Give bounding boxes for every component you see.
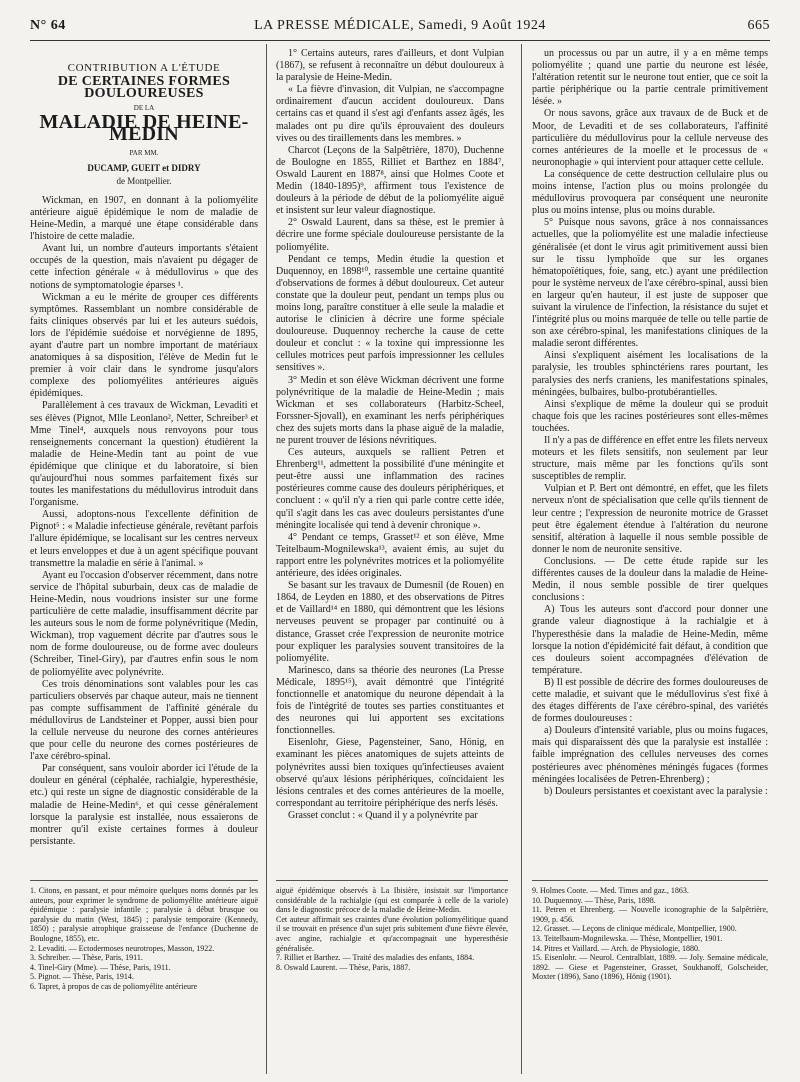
paragraph: Wickman, en 1907, en donnant à la poliomyélite antérieure aiguë épidémique le nom de maladie de Heine-Medin, a marqué une étape considérable dans l'histoire de cette maladie. <box>30 194 258 243</box>
footnote: 9. Holmes Coote. — Med. Times and gaz., 1863. <box>532 886 689 895</box>
header-rule <box>30 40 770 41</box>
title-line: CONTRIBUTION A L'ÉTUDE <box>67 62 221 74</box>
authors: DUCAMP, GUEIT et DIDRY <box>87 162 201 173</box>
footnote: 2. Levaditi. — Ectodermoses neurotropes, Masson, 1922. <box>30 943 215 953</box>
paragraph: Vulpian et P. Bert ont démontré, en effet, que les filets nerveux n'ont de spécialisation que celle qu'ils tiennent de leur centre ; l'expression de neuronite motrice de Grasset peut être également étendue à l'altération du neurone sensitif, altération à laquelle il nous semble possible de donner le nom de neuronite sensitive. <box>532 483 768 555</box>
journal-title: LA PRESSE MÉDICALE, Samedi, 9 Août 1924 <box>254 18 546 33</box>
paragraph: Ces auteurs, auxquels se rallient Petren et Ehrenberg¹¹, admettent la possibilité d'une méningite et peut-être aussi une inflammation des racines postérieures comme cause des douleurs périphériques, et concluent : « qu'il n'y a rien qui parle contre cette idée, qu'il s'agit dans les cas avec douleurs persistantes d'une méningite localisée qui tend à devenir chronique ». <box>276 447 504 531</box>
title-line: DE CERTAINES FORMES DOULOUREUSES <box>57 74 231 102</box>
footnote: aiguë épidémique observés à La Ibisière, insistait sur l'importance considérable de la rachialgie (qui est comparée à celle de la variole) dans le diagnostic précoce de la maladie de Heine-Medin. <box>276 886 508 915</box>
column-2 <box>276 48 504 822</box>
footnote: 11. Petren et Ehrenberg. — Nouvelle iconographie de la Salpêtrière, 1909, p. 456. <box>532 905 768 924</box>
footnote: 4. Tinel-Giry (Mme). — Thèse, Paris, 1911. <box>30 962 171 972</box>
paragraph: 5° Puisque nous savons, grâce à nos connaissances actuelles, que la poliomyélite est une maladie infectieuse généralisée (et dont le virus agit primitivement aussi bien sur le tissu lymphoïde que sur les organes hématopoïétiques, foie, sang, etc.) ayant une prédilection pour le système nerveux de l'axe cérébro-spinal, aussi bien en largeur qu'en hauteur, il est juste de supposer que suivant la virulence de l'infection, la résistance du sujet et l'intégrité plus ou moins marquée de telle ou telle partie de son axe cérébro-spinal, les manifestations cliniques de la maladie seront différentes. <box>532 217 768 350</box>
paragraph: Or nous savons, grâce aux travaux de de Buck et de Moor, de Levaditi et de ses collaborateurs, l'affinité particulière du médullovirus pour la cellule nerveuse des cornes antérieures de la moelle et le processus de « neuronophagie » qui intervient pour attaquer cette cellule. <box>532 108 768 168</box>
affiliation: de Montpellier. <box>116 175 172 186</box>
issue-number: N° 64 <box>30 18 66 33</box>
footnote: 7. Rilliet et Barthez. — Traité des maladies des enfants, 1884. <box>276 953 475 963</box>
footnotes-column-1 <box>30 886 258 992</box>
paragraph: Se basant sur les travaux de Dumesnil (de Rouen) en 1864, de Leyden en 1880, et des observations de Pitres et de Vaillard¹⁴ en 1880, qui démontrent que les lésions nerveuses peuvent se propager par continuité ou à distance, Grasset crée l'expression de neuronite motrice pour expliquer les paralysies souvent transitoires de la poliomyélite. <box>276 580 504 664</box>
footnote: 1. Citons, en passant, et pour mémoire quelques noms donnés par les auteurs, pour exprimer le syndrome de poliomyélite antérieure aiguë épidémique : paralysie infantile ; paralysie à début brusque ou paralysie du matin (West, 1845) ; paralysie temporaire (Kennedy, 1850) ; paralysie atrophique graisseuse de l'enfance (Duchenne de Boulogne, 1855), etc. <box>30 886 258 943</box>
paragraph: b) Douleurs persistantes et coexistant avec la paralysie : <box>544 785 768 797</box>
paragraph: Il n'y a pas de différence en effet entre les filets nerveux moteurs et les filets sensitifs, non seulement par leur structure, mais même par les fonctions qu'ils sont susceptibles de remplir. <box>532 435 768 483</box>
title-line: DE LA <box>133 104 155 113</box>
footnote: 3. Schreiber. — Thèse, Paris, 1911. <box>30 953 143 963</box>
paragraph: 1° Certains auteurs, rares d'ailleurs, et dont Vulpian (1867), se refusent à reconnaître un début douloureux à la paralysie de Heine-Medin. <box>276 48 504 84</box>
paragraph: 2° Oswald Laurent, dans sa thèse, est le premier à décrire une forme spéciale douloureuse persistante de la poliomyélite. <box>276 217 504 253</box>
paragraph: La conséquence de cette destruction cellulaire plus ou moins intense, l'action plus ou moins prolongée du médullovirus provoquera par conséquent une neuronite plus ou moins intense, plus ou moins durable. <box>532 168 768 217</box>
paragraph: « La fièvre d'invasion, dit Vulpian, ne s'accompagne ordinairement d'aucun accident douloureux. Dans certains cas et quand il s'est agi d'enfants assez âgés, les malades ont pu dire qu'ils éprouvaient des douleurs vives ou des tiraillements dans les membres. » <box>276 84 504 144</box>
column-divider <box>266 44 267 1074</box>
footnote-rule <box>30 880 258 881</box>
paragraph: Ayant eu l'occasion d'observer récemment, dans notre service de l'hôpital suburbain, deux cas de maladie de Heine-Medin, nous voudrions insister sur une forme particulière de cette maladie, insuffisamment décrite par les auteurs sous le nom de forme polynévritique (Medin, Wickman), trop vaguement décrite par d'autres sous le nom de forme douloureuse, ou de forme avec douleurs (Schreiber, Tinel-Giry), par d'autres enfin sous le nom de poliomyélite avec polynévrite. <box>30 569 258 678</box>
footnote: 12. Grasset. — Leçons de clinique médicale, Montpellier, 1900. <box>532 924 737 934</box>
page-number: 665 <box>747 18 770 33</box>
paragraph: Par conséquent, sans vouloir aborder ici l'étude de la douleur en général (céphalée, rachialgie, hyperesthésie, etc.) qui reste un signe de diagnostic considérable de la maladie de Heine-Medin⁶, et qui cesse généralement lorsque la paralysie est installée, nous essaierons de montrer qu'il existe certaines formes à douleur persistante. <box>30 763 258 847</box>
column-divider <box>521 44 522 1074</box>
paragraph: Aussi, adoptons-nous l'excellente définition de Pignot⁵ : « Maladie infectieuse générale, revêtant parfois l'allure épidémique, se localisant sur les centres nerveux et leurs enveloppes et due à un agent spécifique pouvant transmettre la maladie en série à l'animal. » <box>30 509 258 569</box>
footnote: Cet auteur affirmait ses craintes d'une évolution poliomyélitique quand il se trouvait en présence d'un sujet pris subitement d'une fièvre élevée, avec angine, rachialgie et qu'accompagnait une hyperesthésie généralisée. <box>276 914 508 953</box>
column-3 <box>532 48 768 798</box>
column-1 <box>30 48 258 848</box>
footnote: 8. Oswald Laurent. — Thèse, Paris, 1887. <box>276 962 411 972</box>
paragraph: Charcot (Leçons de la Salpêtrière, 1870), Duchenne de Boulogne en 1855, Rilliet et Barthez en 1884⁷, Oswald Laurent en 1887⁸, ainsi que Holmes Coote et Medin (1840-1895)⁹, affirment tous l'existence de douleurs à la période de début de la poliomyélite aiguë et insistent sur leur valeur diagnostique. <box>276 144 504 217</box>
footnote: 14. Pitres et Vaillard. — Arch. de Physiologie, 1880. <box>532 943 701 953</box>
paragraph: un processus ou par un autre, il y a en même temps poliomyélite ; quand une partie du neurone est lésée, l'altération retentit sur le neurone tout entier, que ce soit la partie périphérique ou la partie centrale primitivement lésée. » <box>532 48 768 108</box>
paragraph: Pendant ce temps, Medin étudie la question et Duquennoy, en 1898¹⁰, rassemble une certaine quantité d'observations de formes à début douloureux. Cet auteur constate que la douleur peut, pendant un temps plus ou moins long, paraître constituer à elle seule la maladie et autorise le clinicien à décrire une forme spéciale douloureuse. Duquennoy recherche la cause de cette douleur et conclut : « la toxine qui impressionne les cellules motrices peut parfois impressionner les cellules sensitives ». <box>276 253 504 374</box>
footnote: 13. Teitelbaum-Mognilewska. — Thèse, Montpellier, 1901. <box>532 933 723 943</box>
paragraph: Ainsi s'expliquent aisément les localisations de la paralysie, les troubles sphinctériens rares pourtant, les paralysies des nerfs craniens, les manifestations spinales, méningées, bulbaires, bulbo-protubérantielles. <box>532 350 768 398</box>
footnote: 6. Tapret, à propos de cas de poliomyélite antérieure <box>30 981 198 991</box>
paragraph: Ces trois dénominations sont valables pour les cas particuliers observés par chaque auteur, mais ne tiennent pas compte suffisamment de l'affinité générale du médullovirus de Landsteiner et Popper, aussi bien pour la cellule nerveuse du neurone des cornes antérieures que pour celle du neurone des cornes postérieures de l'axe cérébro-spinal. <box>30 678 258 763</box>
page-header <box>30 18 770 40</box>
footnote-rule <box>532 880 768 881</box>
paragraph: a) Douleurs d'intensité variable, plus ou moins fugaces, mais qui disparaissent dès que la paralysie est installée : faible imprégnation des cellules nerveuses des cornes postérieures avec phénomènes méningés fugaces (formes méningées localisées de Petren-Ehrenberg) ; <box>532 725 768 785</box>
paragraph: 4° Pendant ce temps, Grasset¹² et son élève, Mme Teitelbaum-Mognilewska¹³, avaient émis, au sujet du rapport entre les polynévrites motrices et la poliomyélite antérieure, des idées originales. <box>276 531 504 580</box>
article-title-block <box>30 62 258 187</box>
paragraph: A) Tous les auteurs sont d'accord pour donner une grande valeur diagnostique à la rachialgie et à l'hyperesthésie dans la maladie de Heine-Medin, même lorsque la notion d'épidémicité fait défaut, à condition que ces douleurs soient accompagnées d'élévation de température. <box>532 604 768 676</box>
footnotes-column-3 <box>532 886 768 982</box>
footnote-rule <box>276 880 508 881</box>
footnote: 10. Duquennoy. — Thèse, Paris, 1898. <box>532 895 656 905</box>
paragraph: Wickman a eu le mérite de grouper ces différents symptômes. Rassemblant un nombre considérable de faits cliniques observés par lui et les auteurs suédois, lors de l'épidémie suédoise et norvégienne de 1895, ayant d'autre part un nombre important de matériaux anatomiques à sa disposition, l'élève de Medin fut le premier à voir clair dans le syndrome jusqu'alors complexe des poliomyélites antérieures aiguës épidémiques. <box>30 291 258 400</box>
paragraph: Eisenlohr, Giese, Pagensteiner, Sano, Hönig, en examinant les pièces anatomiques de sujets atteints de polynévrites aussi bien toxiques qu'infectieuses avaient observé qu'aux lésions périphériques, coïncidaient les lésions centrales et des cornes antérieures de la moelle, correspondant au territoire périphérique des nerfs lésés. <box>276 737 504 809</box>
paragraph: B) Il est possible de décrire des formes douloureuses de cette maladie, et suivant que le médullovirus s'est fixé à des étages différents de l'axe cérébro-spinal, des variétés de formes douloureuses : <box>532 676 768 725</box>
article-title: MALADIE DE HEINE-MEDIN <box>39 111 249 146</box>
footnote: 5. Pignot. — Thèse, Paris, 1914. <box>30 972 134 982</box>
paragraph: Ainsi s'explique de même la douleur qui se produit chaque fois que les racines postérieures sont elles-mêmes touchées. <box>532 398 768 434</box>
paragraph: Grasset conclut : « Quand il y a polynévrite par <box>288 809 478 821</box>
footnotes-column-2 <box>276 886 508 972</box>
footnote: 15. Eisenlohr. — Neurol. Centralblatt, 1889. — Joly. Semaine médicale, 1892. — Giese et Pagensteiner, Grasset, Soukhanoff, Golscheider, Moxter (1896), Sano (1896), Hönig (1901). <box>532 953 768 982</box>
byline-prefix: PAR MM. <box>129 148 159 157</box>
conclusions-heading: Conclusions. — De cette étude rapide sur les différentes causes de la douleur dans la maladie de Heine-Medin, il nous semble possible de tirer quelques conclusions : <box>532 555 768 604</box>
paragraph: Avant lui, un nombre d'auteurs importants s'étaient occupés de la question, mais n'avaient pu dégager de cette infection générale « à médullovirus » que des notions de symptomatologie éparses ¹. <box>30 243 258 291</box>
paragraph: Marinesco, dans sa théorie des neurones (La Presse Médicale, 1895¹⁵), avait démontré que l'intégrité fonctionnelle et anatomique du neurone dépendait à la fois de l'intégrité de toutes ses parties constituantes et des neurones qui lui apportent ses excitations fonctionnelles. <box>276 664 504 737</box>
paragraph: 3° Medin et son élève Wickman décrivent une forme polynévritique de la maladie de Heine-Medin ; mais Wickman et ses collaborateurs (Harbitz-Scheel, Forssner-Sjovall), en examinant les nerfs périphériques chez des sujets morts dans la phase aiguë de la maladie, ne purent trouver de lésions névritiques. <box>276 374 504 446</box>
paragraph: Parallèlement à ces travaux de Wickman, Levaditi et ses élèves (Pignot, Mlle Leonlano², Netter, Schreiber³ et Mme Tinel⁴, auxquels nous renvoyons pour tous renseignements concernant la question) étudièrent la maladie de Heine-Medin tant au point de vue épidémique que clinique et du laboratoire, si bien qu'aujourd'hui nous sommes parfaitement fixés sur toutes les manifestations du médullovirus introduit dans l'organisme. <box>30 400 258 509</box>
